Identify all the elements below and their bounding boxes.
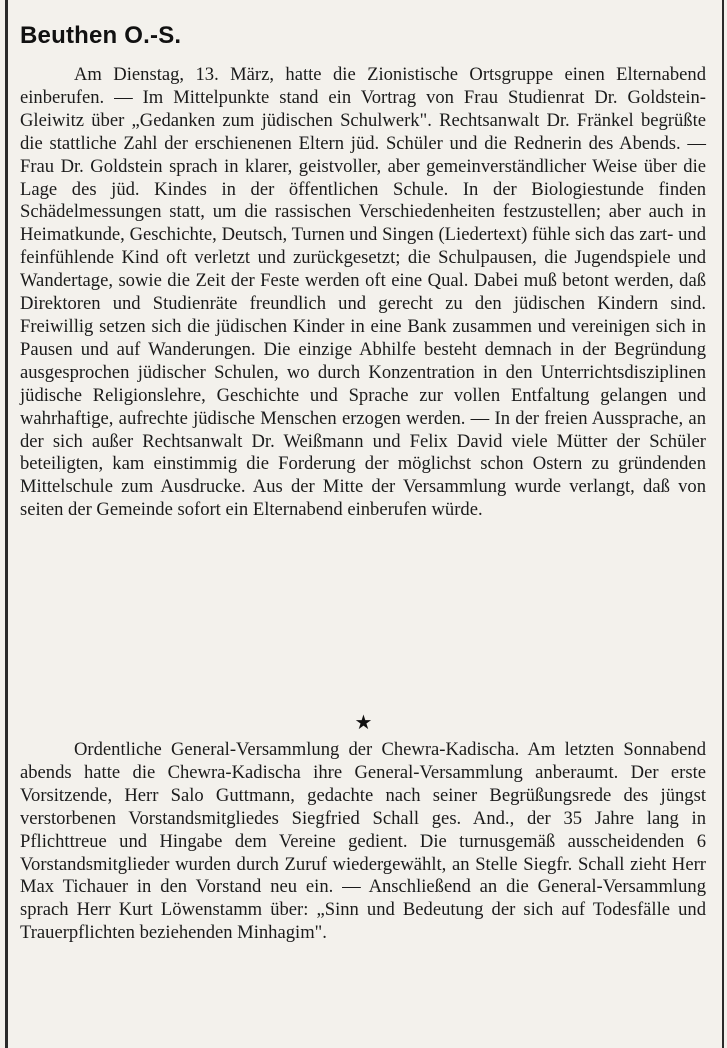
star-separator: ★ xyxy=(354,710,373,734)
article-chewra-kadischa: Ordentliche General-Versammlung der Chewra-Kadischa. Am letzten Sonnabend abends hatte die Chewra-Kadischa ihre General-Versammlung anberaumt. Der erste Vorsitzende, Herr Salo Guttmann, gedachte nach seiner Begrüßungsrede des jüngst verstorbenen Vorstandsmitgliedes Siegfried Schall ges. And., der 35 Jahre lang in Pflichttreue und Hingabe dem Vereine gedient. Die turnusgemäß ausscheidenden 6 Vorstandsmitglieder wurden durch Zuruf wiedergewählt, an Stelle Siegfr. Schall zieht Herr Max Tichauer in den Vorstand neu ein. — Anschließend an die General-Versammlung sprach Herr Kurt Löwenstamm über: „Sinn und Bedeutung der sich auf Todesfälle und Trauerpflichten beziehenden Minhagim". xyxy=(20,739,706,944)
article-elternabend: Am Dienstag, 13. März, hatte die Zionistische Ortsgruppe einen Elternabend einberufen. — Im Mittelpunkte stand ein Vortrag von Frau Studienrat Dr. Goldstein-Gleiwitz über „Gedanken zum jüdischen Schulwerk". Rechtsanwalt Dr. Fränkel begrüßte die stattliche Zahl der erschienenen Eltern jüd. Schüler und die Rednerin des Abends. — Frau Dr. Goldstein sprach in klarer, geistvoller, aber gemeinverständlicher Weise über die Lage des jüd. Kindes in der öffentlichen Schule. In der Biologiestunde finden Schädelmessungen statt, um die rassischen Verschiedenheiten festzustellen; aber auch in Heimatkunde, Geschichte, Deutsch, Turnen und Singen (Liedertext) fühle sich das zart- und feinfühlende Kind oft verletzt und zurückgesetzt; die Schulpausen, die Jugendspiele und Wandertage, sowie die Zeit der Feste werden oft eine Qual. Dabei muß betont werden, daß Direktoren und Studienräte freundlich und gerecht zu den jüdischen Kindern sind. Freiwillig setzen sich die jüdischen Kinder in eine Bank zusammen und vereinigen sich in Pausen und auf Wanderungen. Die einzige Abhilfe besteht demnach in der Begründung ausgesprochen jüdischer Schulen, wo durch Konzentration in den Unterrichtsdisziplinen jüdische Religionslehre, Geschichte und Sprache zur vollen Entfaltung gelangen und wahrhaftige, aufrechte jüdische Menschen erzogen werden. — In der freien Aussprache, an der sich außer Rechtsanwalt Dr. Weißmann und Felix David viele Mütter der Schüler beteiligten, kam einstimmig die Forderung der möglichst schon Ostern zu gründenden Mittelschule zum Ausdrucke. Aus der Mitte der Versammlung wurde verlangt, daß von seiten der Gemeinde sofort ein Elternabend einberufen würde. xyxy=(20,64,706,521)
page-title: Beuthen O.-S. xyxy=(20,22,182,49)
left-column-rule xyxy=(5,0,8,1048)
right-column-rule xyxy=(722,0,724,1048)
